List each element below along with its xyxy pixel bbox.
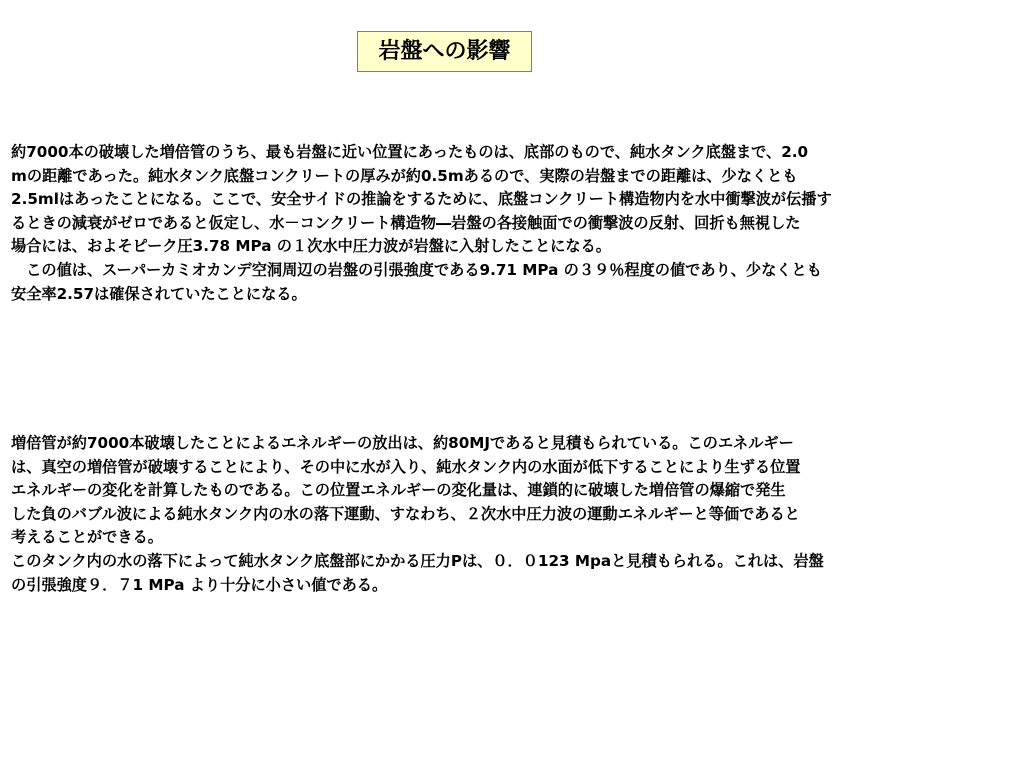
text-line: 考えることができる。	[11, 528, 163, 547]
text-line: は、真空の増倍管が破壊することにより、その中に水が入り、純水タンク内の水面が低下することにより生ずる位置	[11, 457, 801, 476]
text-line: 2.5mlはあったことになる。ここで、安全サイドの推論をするために、底盤コンクリート構造物内を水中衝撃波が伝播す	[11, 190, 832, 209]
text-line: 安全率2.57は確保されていたことになる。	[11, 284, 307, 303]
text-line: した負のバブル波による純水タンク内の水の落下運動、すなわち、２次水中圧力波の運動エネルギーと等価であると	[11, 504, 800, 523]
text-line: この値は、スーパーカミオカンデ空洞周辺の岩盤の引張強度である9.71 MPa の３９％程度の値であり、少なくとも	[11, 260, 822, 279]
text-line: このタンク内の水の落下によって純水タンク底盤部にかかる圧力Pは、０．０123 Mpaと見積もられる。これは、岩盤	[11, 551, 824, 570]
text-line: エネルギーの変化を計算したものである。この位置エネルギーの変化量は、連鎖的に破壊した増倍管の爆縮で発生	[11, 481, 786, 500]
text-line: mの距離であった。純水タンク底盤コンクリートの厚みが約0.5mあるので、実際の岩盤までの距離は、少なくとも	[11, 166, 798, 185]
paragraph-rock-impact	[11, 141, 832, 306]
text-line: 増倍管が約7000本破壊したことによるエネルギーの放出は、約80MJであると見積もられている。このエネルギー	[11, 434, 794, 452]
text-line: の引張強度９．７1 MPa より十分に小さい値である。	[11, 575, 388, 594]
text-line: 場合には、およそピーク圧3.78 MPa の１次水中圧力波が岩盤に入射したことになる。	[11, 237, 611, 256]
slide-title: 岩盤への影響	[357, 31, 532, 72]
text-line: 約7000本の破壊した増倍管のうち、最も岩盤に近い位置にあったものは、底部のもので、純水タンク底盤まで、2.0	[11, 143, 809, 161]
paragraph-energy-release	[11, 432, 824, 597]
text-line: るときの減衰がゼロであると仮定し、水－コンクリート構造物―岩盤の各接触面での衝撃波の反射、回折も無視した	[11, 213, 801, 232]
